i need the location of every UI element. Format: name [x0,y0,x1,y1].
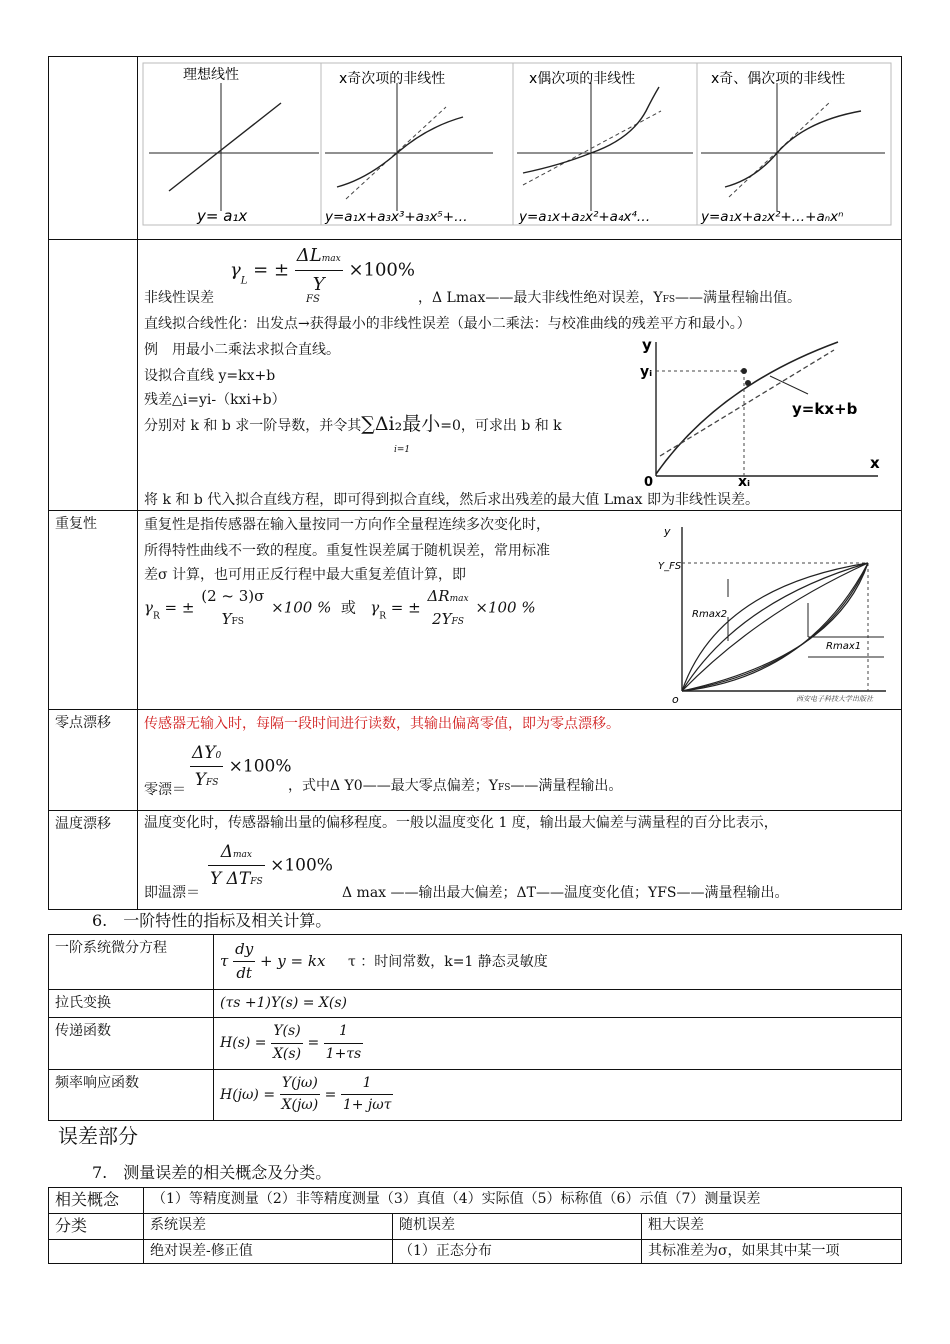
temperature-drift-formula: $\frac{\Delta\max}{\text{Y ΔTFS}}$ ×100% [208,839,333,893]
temperature-drift-lhs: 即温漂＝ [144,884,200,901]
label-pointer [770,376,808,394]
panel-formula: y=a₁x+a₂x²+…+aₙxⁿ [701,209,844,225]
frequency-response-formula: H(jω) = $\frac{Y(j\omega)}{X(j\omega)}$ = $\frac{1}{\text{1+ jωτ}}$ [220,1074,392,1114]
rmax1-label: Rmax1 [826,640,862,652]
laplace-label: 拉氏变换 [49,989,214,1018]
origin-label: 0 [644,474,654,486]
empty-label-cell [49,57,138,240]
error-classification-table [48,1187,902,1264]
ode-desc: τ ：时间常数，k=1 静态灵敏度 [348,953,548,970]
transfer-label: 传递函数 [49,1018,214,1069]
curve [682,563,868,691]
transfer-formula: H(s) = $\frac{Y(s)}{X(s)}$ = $\frac{1}{1+\tau s}$ [220,1023,362,1062]
curve [682,563,868,691]
repeatability-formulas: $\gamma_R$ = ± (2 ~ 3)σ YFS ×100 % 或 $\gamma_R$ = ± ΔRmax 2YFS ×100 % [144,586,536,628]
temperature-drift-desc: Δ max ——输出最大偏差；ΔT——温度变化值；YFS——满量程输出。 [342,884,789,901]
panel-frame [143,63,321,225]
temperature-drift-definition: 温度变化时，传感器输出量的偏移程度。一般以温度变化 1 度，输出最大偏差与满量程的百分比表示， [144,814,778,831]
random-error-item: （1）正态分布 [393,1239,642,1264]
curve [682,563,868,691]
yfs-label: Y_FS [658,560,682,572]
frequency-response-cell [214,1069,902,1120]
zero-drift-lhs: 零漂＝ [144,781,186,798]
panel-title: x偶次项的非线性 [529,71,636,87]
nonlinearity-desc: ，Δ Lmax——最大非线性绝对误差，YFS——满量程输出值。 [418,289,802,306]
derivative-text: 分别对 k 和 b 求一阶导数，并令其∑Δi₂最小=0，可求出 b 和 k [144,412,562,435]
residual-text: 残差△i=yi-（kxi+b） [144,391,286,408]
ideal-line [169,103,281,191]
panel-frame [321,63,513,225]
zero-drift-definition: 传感器无输入时，每隔一段时间进行读数，其输出偏离零值，即为零点漂移。 [144,715,620,732]
panel-formula: y=a₁x+a₃x³+a₃x⁵+… [325,209,468,225]
gross-error-item: 其标准差为σ，如果其中某一项 [642,1239,902,1264]
mixed-curve [725,111,861,187]
empty-cell [49,1239,144,1264]
y-label: y [664,524,671,538]
section-6-heading: 6. 一阶特性的指标及相关计算。 [92,911,332,930]
yi-label: yᵢ [640,363,653,380]
example-text: 例 用最小二乘法求拟合直线。 [144,341,340,358]
data-point [741,368,747,374]
concepts-label: 相关概念 [49,1188,144,1214]
panel-formula: y= a₁x [197,207,248,225]
panel-odd-nonlinear [325,83,493,211]
frequency-response-label: 频率响应函数 [49,1069,214,1120]
dashed-fit-line [523,111,661,185]
panel-formula: y=a₁x+a₂x²+a₄x⁴… [519,209,651,225]
panel-title: 理想线性 [183,67,239,83]
systematic-error-item: 绝对误差-修正值 [144,1239,393,1264]
zero-drift-cell [138,709,902,810]
rmax2-label: Rmax2 [692,608,728,620]
repeatability-cell [138,510,902,709]
repeatability-text-2: 所得特性曲线不一致的程度。重复性误差属于随机误差，常用标准 [144,542,550,559]
sum-subscript: i=1 [394,444,411,455]
panel-odd-even-nonlinear [701,83,885,211]
temperature-drift-cell [138,810,902,909]
nonlinearity-label: 非线性误差 [144,289,214,306]
curve [682,563,868,691]
panel-frame [697,63,891,225]
watermark: 西安电子科技大学出版社 [796,694,873,703]
panel-title: x奇次项的非线性 [339,71,446,87]
nonlinearity-explanation-cell [138,239,902,510]
curve [682,563,868,691]
fit-point [745,380,751,386]
zero-drift-desc: ，式中Δ Y0——最大零点偏差；YFS——满量程输出。 [288,777,623,794]
conclusion-text: 将 k 和 b 代入拟合直线方程，即可得到拟合直线，然后求出残差的最大值 Lmax 即为非线性误差。 [144,491,759,508]
repeatability-label: 重复性 [49,510,138,709]
zero-drift-formula: $\frac{\Delta Y0}{\text{YFS}}$ ×100% [190,740,292,794]
xi-label: xᵢ [738,473,751,486]
section-7-heading: 7. 测量误差的相关概念及分类。 [92,1163,332,1182]
fit-line-text: 直线拟合线性化：出发点→获得最小的非线性误差（最小二乘法：与校准曲线的残差平方和最小。） [144,315,751,332]
laplace-formula: (τs +1)Y(s) = X(s) [214,989,902,1018]
concepts-text: （1）等精度测量（2）非等精度测量（3）真值（4）实际值（5）标称值（6）示值（7）测量误差 [144,1188,902,1214]
ode-label: 一阶系统微分方程 [49,935,214,990]
repeatability-text-1: 重复性是指传感器在输入量按同一方向作全量程连续多次变化时， [144,516,550,533]
fit-equation-text: 设拟合直线 y=kx+b [144,367,276,384]
zero-drift-label: 零点漂移 [49,709,138,810]
transfer-cell [214,1018,902,1069]
odd-curve [337,117,463,187]
error-section-heading: 误差部分 [58,1124,138,1148]
systematic-error-header: 系统误差 [144,1213,393,1239]
classification-label: 分类 [49,1213,144,1239]
random-error-header: 随机误差 [393,1213,642,1239]
least-squares-figure [638,336,886,486]
origin-label: o [672,692,679,705]
panel-title: x奇、偶次项的非线性 [711,71,846,87]
nonlinearity-panels-cell [138,57,902,240]
den-subscript: FS [306,293,320,305]
ode-formula: τ $\frac{dy}{dt}$ + y = kx [220,940,326,983]
first-order-table [48,934,902,1121]
fit-equation-label: y=kx+b [792,399,858,418]
panel-even-nonlinear [517,83,693,211]
sensor-characteristics-table [48,56,902,910]
hysteresis-figure [658,517,890,705]
temperature-drift-label: 温度漂移 [49,810,138,909]
nonlinearity-formula: $\gamma_L$ = ± $\frac{\Delta Lmax}{Y}$ ×100% [230,242,415,299]
x-label: x [870,453,880,472]
y-label: y [642,335,652,354]
repeatability-text-3: 差σ 计算，也可用正反行程中最大重复差值计算，即 [144,566,467,583]
panel-frame [513,63,697,225]
curve [682,563,868,691]
empty-label-cell [49,239,138,510]
panel-ideal-linear [149,83,319,211]
nonlinearity-panels [141,61,893,227]
ode-cell [214,935,902,990]
gross-error-header: 粗大误差 [642,1213,902,1239]
